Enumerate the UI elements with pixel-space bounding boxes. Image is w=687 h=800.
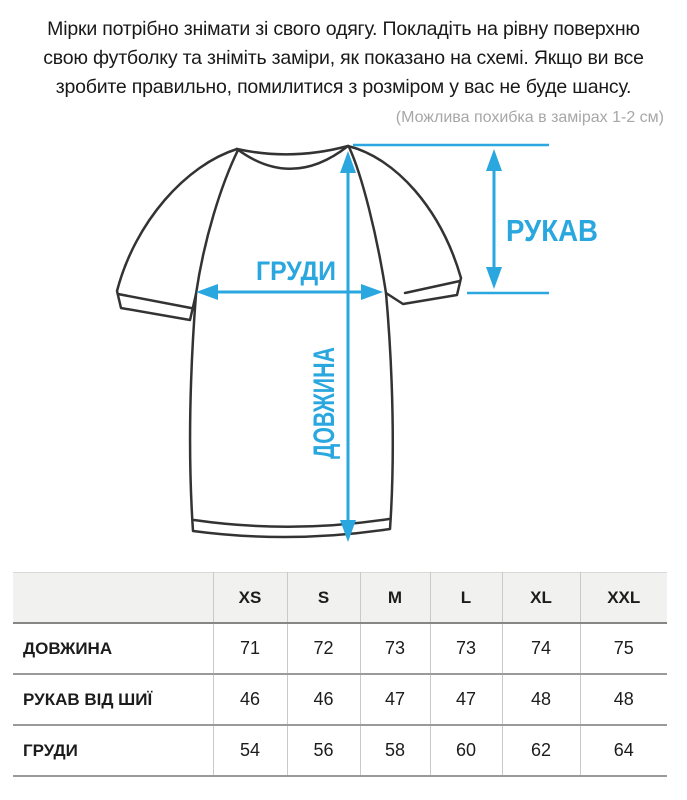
size-value-cell: 73 [360,623,430,674]
size-value-cell: 60 [430,725,502,776]
size-value-cell: 58 [360,725,430,776]
size-value-cell: 72 [287,623,360,674]
size-column-header: M [360,573,430,624]
measurement-row-label: ГРУДИ [23,740,78,760]
size-value-cell: 48 [580,674,667,725]
size-value-cell: 46 [287,674,360,725]
size-table [13,572,667,777]
size-value-cell: 46 [213,674,287,725]
table-corner-cell [13,573,213,624]
table-row [13,623,667,674]
instructions-line: зробите правильно, помилитися з розміром у вас не буде шансу. [55,76,632,98]
measurement-instructions [0,0,687,102]
size-value-cell: 47 [430,674,502,725]
length-measure-label: ДОВЖИНА [308,301,341,459]
tolerance-note: (Можлива похибка в замірах 1-2 см) [395,109,664,126]
size-value-cell: 75 [580,623,667,674]
size-table-head-row [13,573,667,624]
size-column-header: XXL [580,573,667,624]
tshirt-diagram [0,127,687,572]
table-row [13,674,667,725]
size-value-cell: 74 [502,623,580,674]
size-value-cell: 73 [430,623,502,674]
measurement-row-label: ДОВЖИНА [23,638,113,658]
table-row [13,725,667,776]
tshirt-diagram-svg [0,127,687,572]
measurement-row-label: РУКАВ ВІД ШИЇ [23,689,153,709]
size-value-cell: 64 [580,725,667,776]
instructions-line: свою футболку та зніміть заміри, як показано на схемі. Якщо ви все [43,47,644,69]
chest-measure-label: ГРУДИ [256,256,336,286]
instructions-line: Мірки потрібно знімати зі свого одягу. Покладіть на рівну поверхню [47,18,640,40]
size-value-cell: 54 [213,725,287,776]
sleeve-measure-label: РУКАВ [506,213,598,248]
tshirt-outline [117,146,461,537]
size-value-cell: 48 [502,674,580,725]
size-column-header: XS [213,573,287,624]
size-table-body [13,623,667,776]
size-column-header: S [287,573,360,624]
size-value-cell: 47 [360,674,430,725]
size-column-header: L [430,573,502,624]
size-value-cell: 56 [287,725,360,776]
size-value-cell: 71 [213,623,287,674]
size-value-cell: 62 [502,725,580,776]
size-column-header: XL [502,573,580,624]
